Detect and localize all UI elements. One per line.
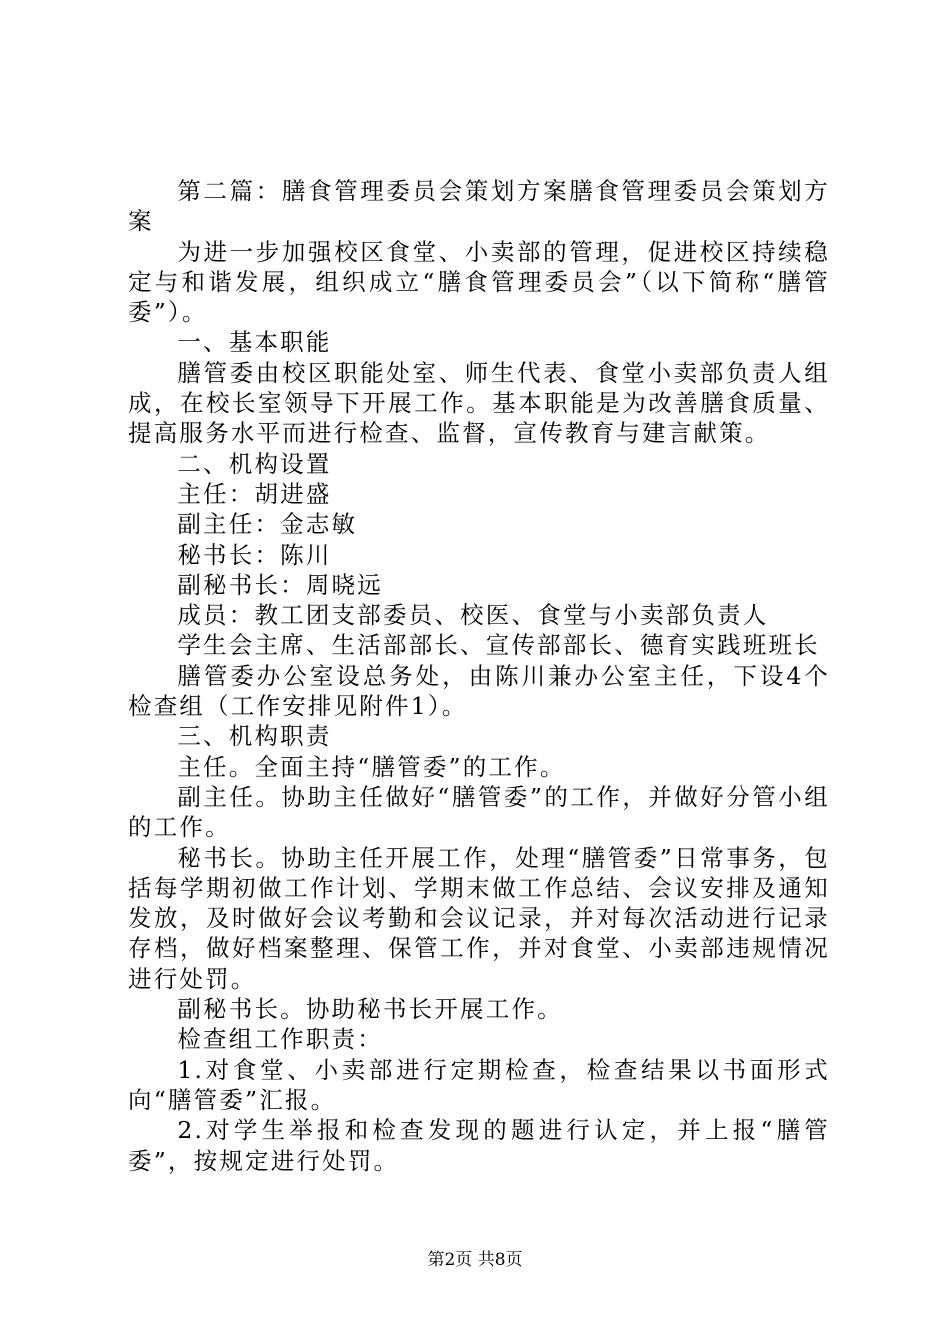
line-director: 主任：胡进盛 [177, 479, 332, 508]
paragraph-deputy-director-duty: 副主任。协助主任做好“膳管委”的工作，并做好分管小组的工作。 [128, 782, 830, 842]
section-heading-organization: 二、机构设置 [177, 449, 332, 478]
paragraph-inspection-item-1: 1.对食堂、小卖部进行定期检查，检查结果以书面形式向“膳管委”汇报。 [128, 1055, 830, 1114]
line-secretary-general: 秘书长：陈川 [177, 540, 332, 569]
line-deputy-director: 副主任：金志敏 [177, 510, 358, 539]
line-members: 成员：教工团支部委员、校医、食堂与小卖部负责人 [177, 601, 769, 630]
line-student-members: 学生会主席、生活部部长、宣传部部长、德育实践班班长 [177, 631, 820, 660]
paragraph-inspection-item-2: 2.对学生举报和检查发现的题进行认定，并上报“膳管委”，按规定进行处罚。 [128, 1116, 830, 1175]
document-title: 第二篇：膳食管理委员会策划方案膳食管理委员会策划方案 [128, 177, 830, 236]
section-heading-duties: 三、机构职责 [177, 722, 332, 751]
paragraph-office: 膳管委办公室设总务处，由陈川兼办公室主任，下设4个检查组（工作安排见附件1）。 [128, 661, 830, 721]
paragraph-basic-functions: 膳管委由校区职能处室、师生代表、食堂小卖部负责人组成，在校长室领导下开展工作。基本职能是为改善膳食质量、提高服务水平而进行检查、监督，宣传教育与建言献策。 [128, 358, 830, 448]
document-body [128, 176, 830, 1176]
section-heading-basic-functions: 一、基本职能 [177, 328, 332, 357]
page-number-footer: 第2页 共8页 [427, 1250, 523, 1270]
line-deputy-secretary-general: 副秘书长：周晓远 [177, 570, 383, 599]
paragraph-secretary-duty: 秘书长。协助主任开展工作，处理“膳管委”日常事务，包括每学期初做工作计划、学期末做工作总结、会议安排及通知发放，及时做好会议考勤和会议记录，并对每次活动进行记录存档，做好档案整理、保管工作，并对食堂、小卖部违规情况进行处罚。 [128, 843, 830, 993]
paragraph-inspection-heading: 检查组工作职责： [177, 1025, 383, 1054]
paragraph-intro: 为进一步加强校区食堂、小卖部的管理，促进校区持续稳定与和谐发展，组织成立“膳食管理委员会”（以下简称“膳管委”）。 [128, 237, 830, 327]
paragraph-deputy-secretary-duty: 副秘书长。协助秘书长开展工作。 [177, 995, 563, 1024]
paragraph-director-duty: 主任。全面主持“膳管委”的工作。 [177, 752, 566, 781]
